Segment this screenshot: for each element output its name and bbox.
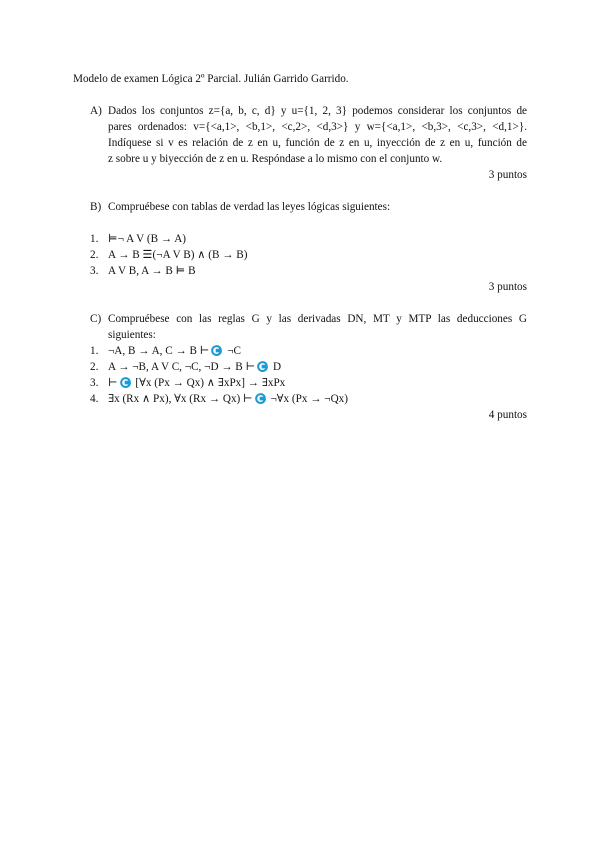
section-b-item-2-num: 2. xyxy=(90,249,99,261)
section-c-item-2 xyxy=(108,360,281,375)
g-logo-icon xyxy=(255,393,266,404)
section-c-item-1-conclusion: ¬C xyxy=(224,345,241,357)
section-c-item-4-conclusion: ¬∀x (Px → ¬Qx) xyxy=(267,393,348,405)
section-c-intro-line-2: siguientes: xyxy=(108,329,156,341)
section-a-line-1: Dados los conjuntos z={a, b, c, d} y u={1, 2, 3} podemos considerar los conjuntos de xyxy=(108,105,527,117)
section-c-points: 4 puntos xyxy=(488,409,527,421)
section-c-item-1 xyxy=(108,344,241,359)
section-a-line-4: z sobre u y biyección de z en u. Respóndase a lo mismo con el conjunto w. xyxy=(108,153,443,165)
section-c-item-3-premises: ⊢ xyxy=(108,377,118,389)
section-b-item-2: A → B ☰(¬A V B) ∧ (B → B) xyxy=(108,249,248,261)
section-c-item-1-num: 1. xyxy=(90,345,99,357)
section-b-item-1: ⊨¬ A V (B → A) xyxy=(108,233,186,245)
section-b-item-3: A V B, A → B ⊨ B xyxy=(108,265,196,277)
section-c-item-3-num: 3. xyxy=(90,377,99,389)
section-c-item-2-conclusion: D xyxy=(270,361,282,373)
section-a-points: 3 puntos xyxy=(488,169,527,181)
g-logo-icon xyxy=(211,345,222,356)
section-b-item-3-num: 3. xyxy=(90,265,99,277)
section-a-letter: A) xyxy=(90,105,102,117)
section-a-line-2: pares ordenados: v={<a,1>, <b,1>, <c,2>, <d,3>} y w={<a,1>, <b,3>, <c,3>, <d,1>}. xyxy=(108,121,527,133)
section-c-item-4-num: 4. xyxy=(90,393,99,405)
section-c-letter: C) xyxy=(90,313,102,325)
g-logo-icon xyxy=(257,361,268,372)
section-c-item-4-premises: ∃x (Rx ∧ Px), ∀x (Rx → Qx) ⊢ xyxy=(108,393,253,405)
section-c-item-2-num: 2. xyxy=(90,361,99,373)
page-header: Modelo de examen Lógica 2º Parcial. Julián Garrido Garrido. xyxy=(73,73,349,85)
section-b-item-1-num: 1. xyxy=(90,233,99,245)
section-c-item-3-conclusion: [∀x (Px → Qx) ∧ ∃xPx] → ∃xPx xyxy=(132,377,286,389)
section-c-item-2-premises: A → ¬B, A V C, ¬C, ¬D → B ⊢ xyxy=(108,361,256,373)
g-logo-icon xyxy=(120,377,131,388)
section-c-item-4 xyxy=(108,392,348,407)
section-c-item-3 xyxy=(108,376,285,391)
section-a-line-3: Indíquese si v es relación de z en u, función de z en u, inyección de z en u, función de xyxy=(108,137,527,149)
section-c-item-1-premises: ¬A, B → A, C → B ⊢ xyxy=(108,345,210,357)
section-b-points: 3 puntos xyxy=(488,281,527,293)
section-b-intro: Compruébese con tablas de verdad las leyes lógicas siguientes: xyxy=(108,201,391,213)
section-c-intro-line-1: Compruébese con las reglas G y las derivadas DN, MT y MTP las deducciones G xyxy=(108,313,527,325)
section-b-letter: B) xyxy=(90,201,102,213)
